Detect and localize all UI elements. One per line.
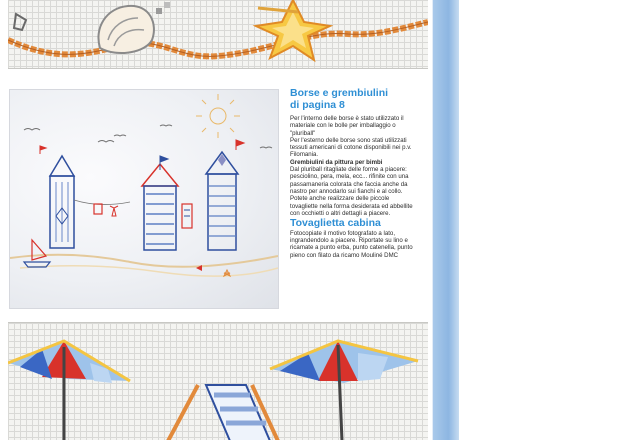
sun-motif — [196, 94, 240, 138]
embroidery-photo — [10, 90, 278, 308]
top-cross-stitch-chart — [8, 0, 428, 69]
article-heading-line2: di pagina 8 — [290, 98, 345, 111]
subheading-grembiulini: Grembiulini da pittura per bimbi — [290, 158, 383, 166]
sailboat-motif — [24, 240, 50, 267]
deckchair-motif — [168, 385, 278, 440]
paragraph-fotocopiate: Fotocopiate il motivo fotografato a lato, ingrandendolo a piacere. Riportate su lino e ricamate a punto erba, punto catenella, punto pieno con filato da ricamo Mouliné DMC — [290, 229, 413, 259]
paragraph-interior: Per l'interno delle borse è stato utilizzato il materiale con le bolle per imballaggio o "pluriball" — [290, 115, 404, 137]
umbrella-left-motif — [8, 341, 130, 440]
page-edge-band — [432, 0, 459, 440]
bottom-cross-stitch-chart — [8, 322, 428, 440]
seagulls-motif — [24, 125, 272, 148]
cabin-left — [40, 146, 74, 248]
beach-cabins-embroidery — [10, 90, 278, 308]
article-heading-line1: Borse e grembiulini — [290, 87, 389, 99]
cabin-right — [206, 140, 244, 250]
paragraph-exterior: Per l'esterno delle borse sono stati utilizzati tessuti americani di cotone disponibili nei p.v. Filomania. — [290, 136, 412, 159]
article-text — [290, 88, 418, 259]
cabin-middle — [142, 156, 178, 250]
paragraph-pluriball: Dal pluriball ritagliate delle forme a piacere: pesciolino, pera, mela, ecc... rifinite con una passamaneria colorata che faccia anche da nastro per annodarlo sui fianchi e al collo. Potete anche realizzare delle piccole tovagliette nella forma desiderata ed abbellite con occhietti o altri dettagli a piacere. — [290, 166, 413, 217]
umbrella-right-motif — [270, 341, 418, 440]
seashell-starfish-rope-pattern — [8, 0, 428, 68]
umbrellas-deckchair-pattern — [8, 323, 428, 440]
section-heading-tovaglietta: Tovaglietta cabina — [290, 217, 381, 230]
